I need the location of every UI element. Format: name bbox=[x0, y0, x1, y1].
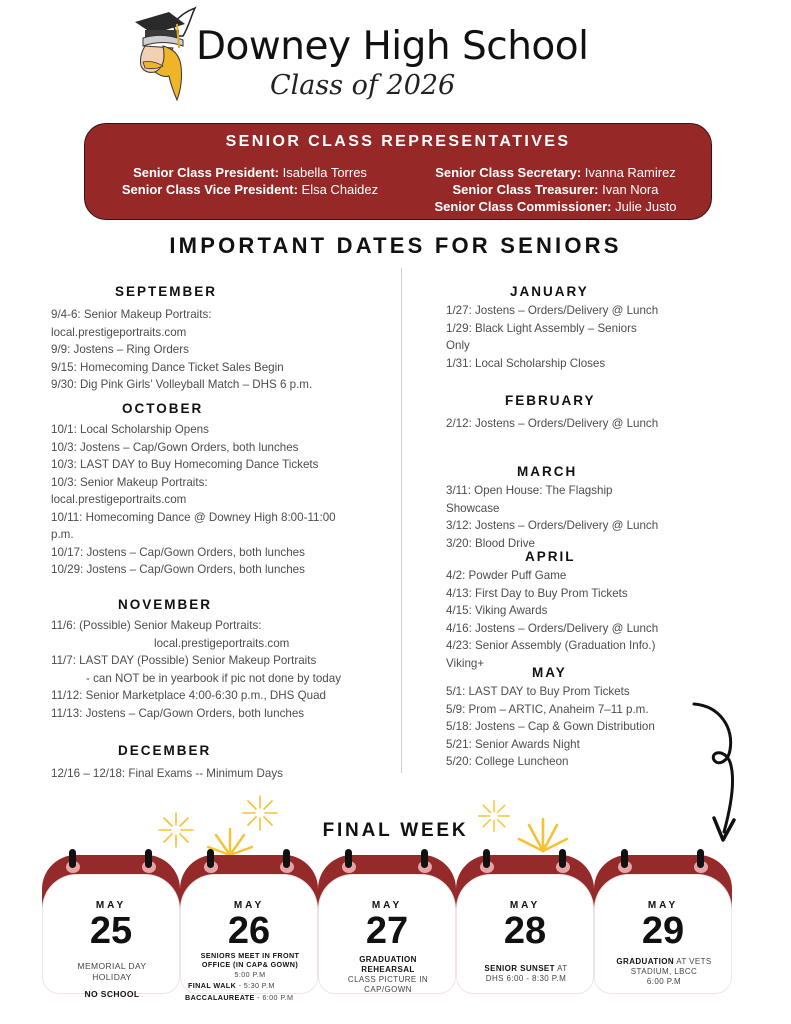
representatives-right-column bbox=[413, 164, 698, 215]
desc-bold: GRADUATION bbox=[616, 957, 675, 966]
event-item: 11/7: LAST DAY (Possible) Senior Makeup Portraits bbox=[51, 654, 317, 667]
desc-line: DHS 6:00 - 8:30 P.M bbox=[485, 974, 567, 983]
calendar-day: 27 bbox=[365, 910, 409, 952]
calendar-description bbox=[47, 961, 177, 1000]
event-item: - can NOT be in yearbook if pic not done by today bbox=[86, 671, 341, 685]
event-item: 10/11: Homecoming Dance @ Downey High 8:00-11:00 bbox=[51, 510, 336, 524]
events-january bbox=[446, 302, 658, 372]
representatives-title: SENIOR CLASS REPRESENTATIVES bbox=[225, 133, 571, 150]
month-heading-december: DECEMBER bbox=[118, 743, 212, 758]
events-september bbox=[51, 306, 312, 394]
month-heading-march: MARCH bbox=[517, 464, 578, 479]
event-item: 4/23: Senior Assembly (Graduation Info.) bbox=[446, 639, 656, 652]
calendar-card-may-25 bbox=[42, 855, 180, 999]
month-heading-january: JANUARY bbox=[510, 284, 589, 299]
representatives-panel bbox=[84, 123, 712, 220]
rep-treasurer bbox=[413, 181, 698, 198]
event-item: 10/17: Jostens – Cap/Gown Orders, both lunches bbox=[51, 545, 305, 559]
event-item: 5/20: College Luncheon bbox=[446, 755, 569, 768]
event-item: Viking+ bbox=[446, 656, 485, 670]
rep-commissioner bbox=[413, 198, 698, 215]
rep-role: Senior Class Secretary: bbox=[435, 165, 582, 180]
events-october bbox=[51, 421, 336, 579]
calendar-month: MAY bbox=[233, 900, 265, 911]
calendar-description bbox=[185, 951, 315, 1002]
event-item: 10/3: Senior Makeup Portraits: bbox=[51, 475, 208, 489]
calendar-page bbox=[595, 875, 731, 993]
desc-line: FINAL WALK - 5:30 P.M bbox=[188, 981, 275, 991]
desc-bold: BACCALAUREATE bbox=[185, 992, 255, 1002]
event-item: 5/21: Senior Awards Night bbox=[446, 737, 580, 751]
events-april bbox=[446, 567, 658, 672]
desc-line: HOLIDAY bbox=[92, 972, 132, 982]
event-item: 3/11: Open House: The Flagship bbox=[446, 484, 613, 497]
event-item: 10/3: Jostens – Cap/Gown Orders, both lunches bbox=[51, 440, 299, 454]
desc-bold: NO SCHOOL bbox=[84, 989, 140, 999]
rep-vice-president bbox=[105, 181, 395, 198]
event-item[interactable]: local.prestigeportraits.com bbox=[154, 636, 290, 650]
binder-ring-icon bbox=[697, 849, 704, 868]
school-name: Downey High School bbox=[196, 24, 589, 69]
calendar-description bbox=[323, 955, 453, 995]
desc-line: CAP/GOWN bbox=[364, 985, 412, 994]
event-item: p.m. bbox=[51, 528, 74, 541]
month-heading-may: MAY bbox=[532, 665, 567, 680]
calendar-month: MAY bbox=[509, 900, 541, 911]
month-heading-october: OCTOBER bbox=[122, 401, 204, 416]
calendar-page bbox=[43, 875, 179, 999]
class-year: Class of 2026 bbox=[270, 70, 456, 101]
calendar-day: 25 bbox=[89, 910, 133, 952]
column-divider bbox=[401, 268, 402, 773]
binder-ring-icon bbox=[283, 849, 290, 868]
events-may bbox=[446, 683, 655, 771]
month-heading-february: FEBRUARY bbox=[505, 393, 596, 408]
desc-bold: REHEARSAL bbox=[361, 965, 415, 974]
viking-mascot-icon bbox=[133, 6, 203, 102]
desc-line bbox=[47, 989, 177, 1000]
calendar-page bbox=[181, 875, 317, 1002]
calendar-card-may-28 bbox=[456, 855, 594, 995]
event-item: 9/4-6: Senior Makeup Portraits: bbox=[51, 308, 212, 321]
month-heading-april: APRIL bbox=[525, 549, 576, 564]
desc-bold: GRADUATION bbox=[359, 955, 417, 964]
desc-bold: SENIORS MEET IN FRONT bbox=[200, 951, 300, 960]
binder-ring-icon bbox=[207, 849, 214, 868]
event-item: 1/27: Jostens – Orders/Delivery @ Lunch bbox=[446, 304, 659, 317]
event-item: 4/13: First Day to Buy Prom Tickets bbox=[446, 586, 628, 600]
binder-ring-icon bbox=[69, 849, 76, 868]
desc-line: 6:00 P.M bbox=[646, 977, 682, 986]
desc-bold: SENIOR SUNSET bbox=[484, 964, 555, 973]
event-item: 12/16 – 12/18: Final Exams -- Minimum Days bbox=[51, 767, 283, 780]
desc-line: 5:00 P.M bbox=[234, 969, 266, 979]
event-item: 4/2: Powder Puff Game bbox=[446, 569, 567, 582]
calendar-page bbox=[319, 875, 455, 993]
month-heading-november: NOVEMBER bbox=[118, 597, 213, 612]
desc-line: SENIOR SUNSET AT bbox=[484, 964, 568, 973]
event-item: 11/12: Senior Marketplace 4:00-6:30 p.m., DHS Quad bbox=[51, 689, 326, 702]
calendar-day: 26 bbox=[227, 910, 271, 952]
rep-role: Senior Class Treasurer: bbox=[452, 182, 599, 197]
event-item: Only bbox=[446, 339, 470, 352]
binder-ring-icon bbox=[421, 849, 428, 868]
event-item: 4/16: Jostens – Orders/Delivery @ Lunch bbox=[446, 621, 659, 635]
event-item: 3/12: Jostens – Orders/Delivery @ Lunch bbox=[446, 519, 659, 532]
desc-bold: OFFICE (IN CAP& GOWN) bbox=[201, 960, 299, 970]
calendar-day: 29 bbox=[641, 910, 685, 952]
event-item: 10/3: LAST DAY to Buy Homecoming Dance Tickets bbox=[51, 458, 319, 471]
rep-president bbox=[105, 164, 395, 181]
calendar-card-may-26 bbox=[180, 855, 318, 1002]
event-item: 1/31: Local Scholarship Closes bbox=[446, 356, 606, 370]
month-heading-september: SEPTEMBER bbox=[115, 284, 218, 299]
header bbox=[0, 0, 791, 110]
binder-ring-icon bbox=[145, 849, 152, 868]
rep-name: Elsa Chaidez bbox=[297, 182, 379, 197]
event-item: 11/6: (Possible) Senior Makeup Portraits: bbox=[51, 619, 262, 632]
events-december bbox=[51, 765, 283, 783]
representatives-left-column bbox=[105, 164, 395, 198]
calendar-description bbox=[599, 957, 729, 987]
rep-secretary bbox=[413, 164, 698, 181]
important-dates-title: IMPORTANT DATES FOR SENIORS bbox=[169, 233, 622, 258]
rep-role: Senior Class Vice President: bbox=[121, 182, 298, 197]
calendar-page bbox=[457, 875, 593, 993]
calendar-month: MAY bbox=[371, 900, 403, 911]
event-item: 9/9: Jostens – Ring Orders bbox=[51, 343, 189, 356]
binder-ring-icon bbox=[621, 849, 628, 868]
rep-name: Julie Justo bbox=[611, 199, 677, 214]
calendar-card-may-27 bbox=[318, 855, 456, 995]
event-item: 2/12: Jostens – Orders/Delivery @ Lunch bbox=[446, 417, 659, 430]
desc-line: MEMORIAL DAY bbox=[77, 961, 147, 971]
calendar-day: 28 bbox=[503, 910, 547, 952]
rep-role: Senior Class President: bbox=[133, 165, 280, 180]
events-february bbox=[446, 415, 658, 433]
rep-role: Senior Class Commissioner: bbox=[434, 199, 612, 214]
event-item[interactable]: local.prestigeportraits.com bbox=[51, 325, 187, 339]
binder-ring-icon bbox=[483, 849, 490, 868]
events-november bbox=[51, 617, 341, 722]
desc-line: GRADUATION AT VETS bbox=[616, 957, 712, 966]
final-week-title: FINAL WEEK bbox=[322, 820, 469, 841]
rep-name: Isabella Torres bbox=[279, 165, 367, 180]
rep-name: Ivan Nora bbox=[598, 182, 659, 197]
event-item: 11/13: Jostens – Cap/Gown Orders, both lunches bbox=[51, 706, 305, 720]
calendar-month: MAY bbox=[647, 900, 679, 911]
event-item: 10/1: Local Scholarship Opens bbox=[51, 423, 209, 436]
events-march bbox=[446, 482, 658, 552]
event-item: 9/30: Dig Pink Girls’ Volleyball Match – DHS 6 p.m. bbox=[51, 378, 313, 391]
event-item[interactable]: local.prestigeportraits.com bbox=[51, 493, 187, 506]
event-item: Showcase bbox=[446, 501, 500, 515]
event-item: 3/20: Blood Drive bbox=[446, 536, 535, 550]
event-item: 10/29: Jostens – Cap/Gown Orders, both lunches bbox=[51, 563, 305, 576]
binder-ring-icon bbox=[345, 849, 352, 868]
event-item: 4/15: Viking Awards bbox=[446, 604, 548, 617]
desc-line: CLASS PICTURE IN bbox=[347, 975, 429, 984]
event-item: 5/9: Prom – ARTIC, Anaheim 7–11 p.m. bbox=[446, 702, 649, 716]
calendar-month: MAY bbox=[95, 900, 127, 911]
calendar-description bbox=[461, 964, 591, 984]
desc-line: STADIUM, LBCC bbox=[630, 967, 698, 976]
event-item: 1/29: Black Light Assembly – Seniors bbox=[446, 321, 637, 335]
calendar-card-may-29 bbox=[594, 855, 732, 995]
event-item: 5/1: LAST DAY to Buy Prom Tickets bbox=[446, 685, 630, 698]
binder-ring-icon bbox=[559, 849, 566, 868]
event-item: 9/15: Homecoming Dance Ticket Sales Begin bbox=[51, 360, 284, 374]
event-item: 5/18: Jostens – Cap & Gown Distribution bbox=[446, 720, 655, 733]
desc-line: BACCALAUREATE - 6:00 P.M bbox=[185, 992, 294, 1002]
rep-name: Ivanna Ramirez bbox=[581, 165, 676, 180]
desc-bold: FINAL WALK bbox=[188, 981, 237, 991]
